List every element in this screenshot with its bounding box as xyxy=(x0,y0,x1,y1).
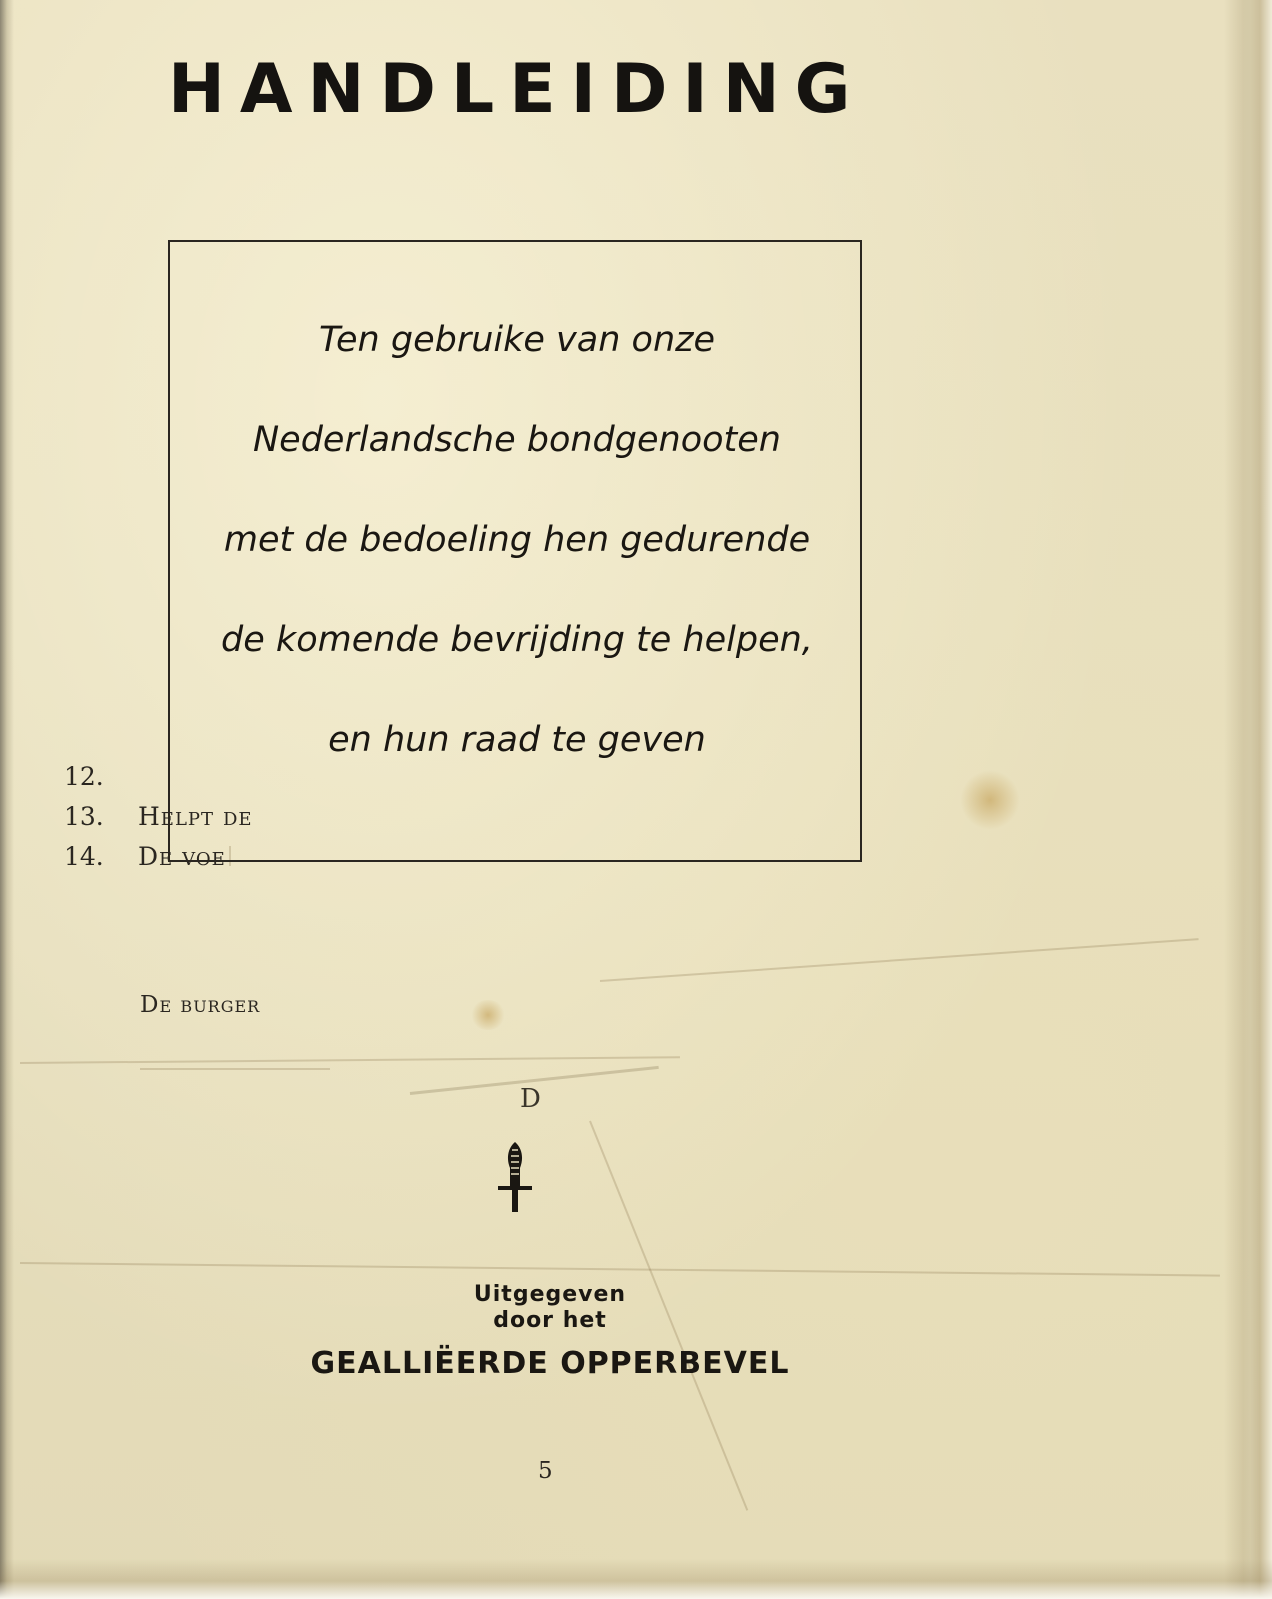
contents-entry xyxy=(64,842,226,871)
paper-crease xyxy=(20,1056,680,1064)
contents-number: 12. xyxy=(64,762,104,791)
dedication-line: en hun raad te geven xyxy=(328,720,706,760)
sword-emblem-icon xyxy=(492,1140,538,1212)
dedication-line: Ten gebruike van onze xyxy=(318,320,716,360)
contents-entry xyxy=(64,762,138,791)
underlying-fragment: D xyxy=(520,1084,541,1114)
paper-crease xyxy=(20,1262,1220,1277)
dedication-line: de komende bevrijding te helpen, xyxy=(221,620,813,660)
stain-spot xyxy=(470,1000,506,1030)
contents-number: 14. xyxy=(64,842,104,871)
contents-entry xyxy=(64,802,253,831)
dedication-line: met de bedoeling hen gedurende xyxy=(223,520,811,560)
contents-text: De voe xyxy=(138,842,226,871)
contents-text: Helpt de xyxy=(138,802,253,831)
publisher-name: GEALLIËERDE OPPERBEVEL xyxy=(310,1346,790,1381)
page-number: 5 xyxy=(538,1458,553,1484)
page-bottom-edge xyxy=(0,1559,1272,1599)
page-right-edge xyxy=(1224,0,1272,1599)
contents-number: 13. xyxy=(64,802,104,831)
page-title: HANDLEIDING xyxy=(168,50,866,129)
dedication-box xyxy=(168,240,862,862)
paper-crease xyxy=(600,938,1199,982)
underlying-body-text: De burger xyxy=(140,992,261,1018)
paper-crease xyxy=(140,1068,330,1070)
publisher-line: Uitgegeven xyxy=(473,1282,627,1307)
stain-spot xyxy=(960,770,1020,830)
dedication-line: Nederlandsche bondgenooten xyxy=(253,420,781,460)
publisher-line: door het xyxy=(493,1308,607,1333)
